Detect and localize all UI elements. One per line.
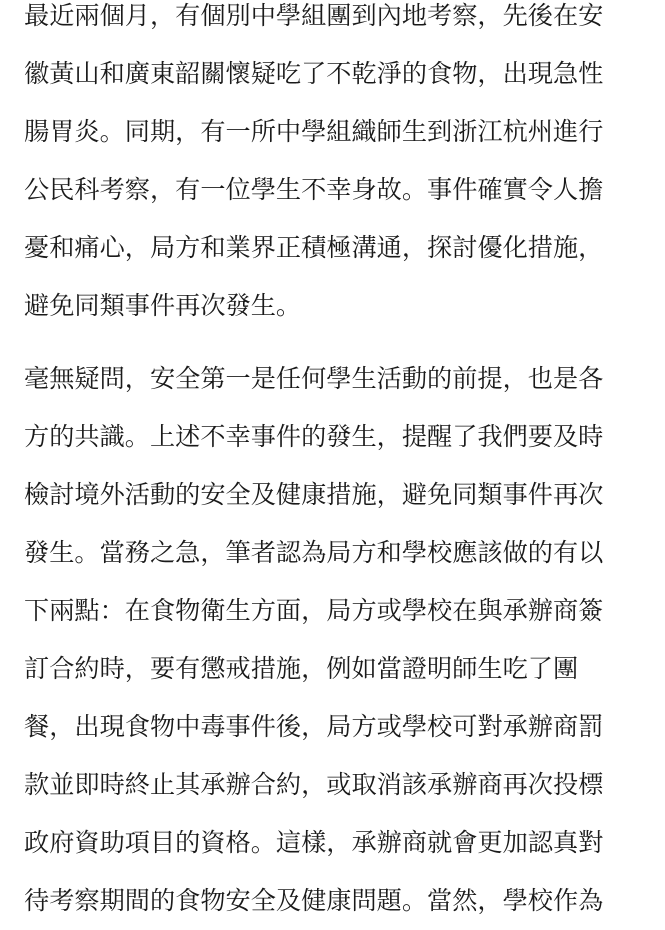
paragraph-2	[24, 350, 642, 930]
text-line: 政府資助項目的資格。這樣，承辦商就會更加認真對	[24, 828, 604, 857]
text-line: 方的共識。上述不幸事件的發生，提醒了我們要及時	[24, 422, 604, 451]
article-body	[24, 0, 642, 930]
text-line: 訂合約時，要有懲戒措施，例如當證明師生吃了團	[24, 654, 579, 683]
paragraph-1	[24, 0, 642, 335]
text-line: 下兩點：在食物衛生方面，局方或學校在與承辦商簽	[24, 596, 604, 625]
paragraph-gap	[24, 335, 642, 350]
text-line: 腸胃炎。同期，有一所中學組織師生到浙江杭州進行	[24, 117, 604, 146]
text-line: 餐，出現食物中毒事件後，局方或學校可對承辦商罰	[24, 712, 604, 741]
text-line: 公民科考察，有一位學生不幸身故。事件確實令人擔	[24, 175, 604, 204]
text-line: 待考察期間的食物安全及健康問題。當然，學校作為	[24, 886, 604, 915]
text-line: 避免同類事件再次發生。	[24, 291, 302, 320]
text-line: 發生。當務之急，筆者認為局方和學校應該做的有以	[24, 538, 604, 567]
text-line: 最近兩個月，有個別中學組團到內地考察，先後在安	[24, 1, 604, 30]
text-line: 憂和痛心，局方和業界正積極溝通，探討優化措施，	[24, 233, 604, 262]
text-line: 徽黃山和廣東韶關懷疑吃了不乾淨的食物，出現急性	[24, 59, 604, 88]
text-line: 款並即時終止其承辦合約，或取消該承辦商再次投標	[24, 770, 604, 799]
text-line: 毫無疑問，安全第一是任何學生活動的前提，也是各	[24, 364, 604, 393]
text-line: 檢討境外活動的安全及健康措施，避免同類事件再次	[24, 480, 604, 509]
